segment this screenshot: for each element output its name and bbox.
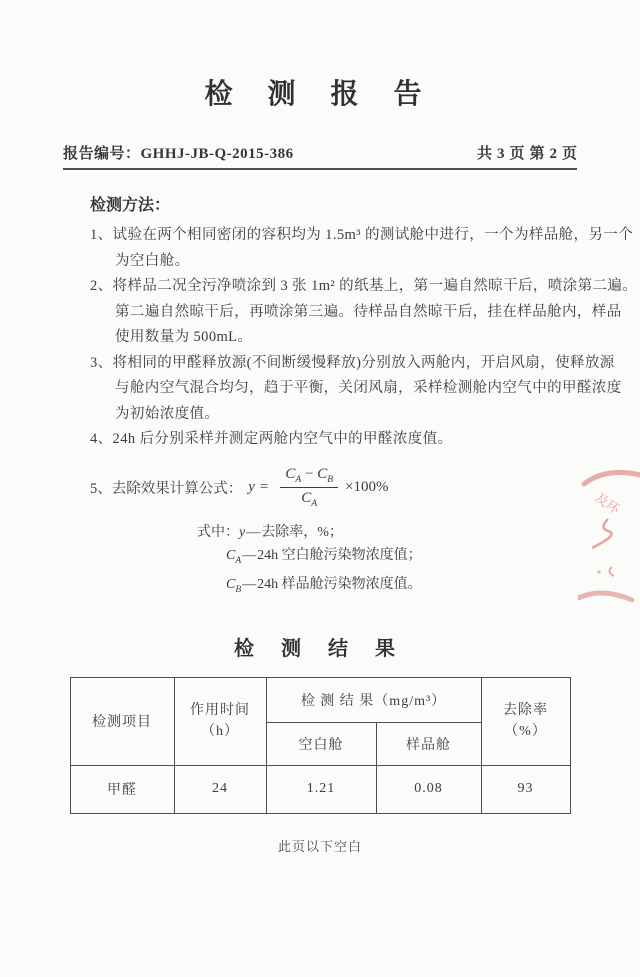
legend-dash: — [246,525,261,541]
results-title: 检 测 结 果 [234,637,406,660]
formula-fraction [280,465,338,512]
method-step-2-cont: 第二遍自然晾干后，再喷涂第三遍。待样品自然晾干后，挂在样品舱内，样品 [115,303,622,320]
method-step-4: 4、24h 后分别采样并测定两舱内空气中的甲醛浓度值。 [90,431,453,447]
page-current: 2 [549,146,557,162]
legend-line-ca [226,544,577,573]
cell-removal-value: 93 [481,765,570,813]
formula-y: y [248,479,255,496]
page-word: 页 [561,146,577,162]
formula-factor: ×100% [345,479,389,496]
subscript-a: A [311,499,318,510]
col-header-time-line1: 作用时间 [190,703,250,719]
method-step-3-cont: 与舱内空气混合均匀，趋于平衡，关闭风扇，采样检测舱内空气中的甲醛浓度 [115,380,622,396]
symbol-y: y [239,525,246,541]
removal-rate-formula [248,465,388,512]
page-footer-note: 此页以下空白 [277,838,362,854]
report-no-label: 报告编号： [63,146,141,162]
legend-text-cb: 24h 样品舱污染物浓度值。 [257,577,422,593]
col-header-result-group: 检 测 结 果（mg/m³） [266,677,481,722]
formula-equals: = [259,479,269,496]
legend-dash: — [242,577,257,593]
legend-text-y: 去除率，%； [261,525,343,541]
method-step-2: 2、将样品二况全污净喷涂到 3 张 1m² 的纸基上，第一遍自然晾干后，喷涂第二遍。 [90,278,638,294]
cell-time: 24 [174,765,266,813]
col-header-removal [481,677,570,765]
legend-line-cb [226,573,577,602]
formula-minus: − [304,465,314,482]
stamp-characters: 及环 [592,489,623,517]
results-table [70,677,571,814]
legend-label: 式中： [197,525,239,541]
symbol-cb: C [226,577,236,593]
symbol-ca: C [226,548,236,564]
subscript-b: B [235,584,242,595]
method-step-5-formula [90,465,577,512]
page-word: 第 [529,146,545,162]
symbol-cb: C [317,465,328,482]
col-header-sample-chamber: 样品舱 [376,722,481,765]
col-header-time-line2: （h） [201,724,239,740]
legend-text-ca: 24h 空白舱污染物浓度值； [257,548,422,564]
page-title: 检 测 报 告 [204,79,436,110]
col-header-item: 检测项目 [70,677,174,765]
symbol-ca: C [285,465,296,482]
pages-word: 页 [509,146,525,162]
report-page [0,72,640,855]
cell-item: 甲醛 [70,765,174,813]
formula-numerator [280,465,338,489]
subscript-a: A [295,474,302,485]
pagination [472,142,577,163]
col-header-blank-chamber: 空白舱 [266,722,376,765]
pages-word: 共 [476,146,492,162]
method-step-1: 1、试验在两个相同密闭的容积均为 1.5m³ 的测试舱中进行，一个为样品舱，另一个 [90,227,634,243]
method-heading: 检测方法： [90,197,171,214]
table-row [70,765,570,813]
method-step-1-cont: 为空白舱。 [115,252,190,269]
report-header [63,142,577,163]
pages-total: 3 [496,146,505,162]
method-step-2-cont: 使用数量为 500mL。 [115,329,253,345]
subscript-a: A [235,556,242,567]
report-number [63,142,294,163]
method-step-3-cont: 为初始浓度值。 [115,405,220,422]
method-step-3: 3、将相同的甲醛释放源(不间断缓慢释放)分别放入两舱内，开启风扇，使释放源 [90,354,615,371]
cell-sample-value: 0.08 [376,765,481,813]
col-header-time [174,677,266,765]
formula-intro: 5、去除效果计算公式： [90,481,243,498]
report-no-value: GHHJ-JB-Q-2015-386 [140,146,294,162]
subscript-b: B [327,474,334,485]
legend-line-y [197,521,577,544]
header-divider [63,168,577,170]
legend-dash: — [242,548,257,564]
col-header-removal-line1: 去除率 [503,703,548,719]
cell-blank-value: 1.21 [266,765,376,813]
formula-denominator [301,488,317,511]
symbol-ca: C [301,490,312,507]
col-header-removal-line2: （%） [504,724,547,740]
formula-legend [197,521,577,602]
